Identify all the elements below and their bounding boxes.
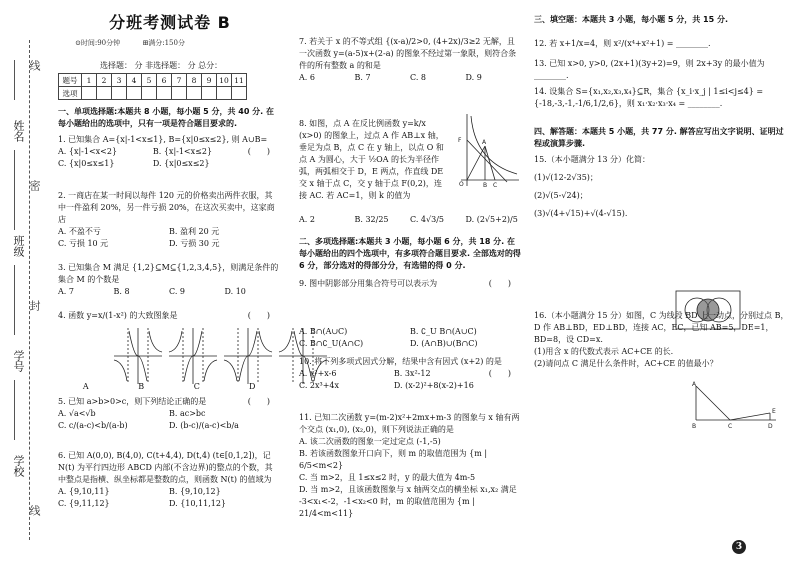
option: C. 当 m>2，且 1≤x≤2 时，y 的最大值为 4m-5	[299, 473, 476, 482]
svg-text:A: A	[692, 381, 697, 388]
option: D. 当 m>2，且该函数图象与 x 轴两交点的横坐标 x₁,x₂ 满足 -3<x₁<-2，-1<x₂<0 时，m 的取值范围为 {m | 21/4<m<11}	[299, 485, 517, 518]
section-1-heading: 一、单项选择题:本题共 8 小题，每小题 5 分，共 40 分. 在每小题给出的选项中，只有一项是符合题目要求的.	[58, 107, 274, 128]
svg-text:B: B	[483, 182, 488, 188]
option: D. (x-2)²+8(x-2)+16	[393, 381, 474, 390]
option: D. (2√5+2)/5	[465, 215, 518, 224]
question-11-stem: 11. 已知二次函数 y=(m-2)x²+2mx+m-3 的图象与 x 轴有两个交点 (x₁,0), (x₂,0)，则下列说法正确的是	[299, 413, 520, 434]
question-10-stem: 10. 将下列多项式因式分解，结果中含有因式 (x+2) 的是	[299, 357, 502, 366]
cut-dashed-line	[29, 40, 30, 540]
option: D. 亏损 30 元	[169, 239, 220, 248]
option: C. 4√3/5	[410, 215, 444, 224]
question-9-stem: 9. 图中阴影部分用集合符号可以表示为	[299, 279, 438, 288]
question-7	[299, 36, 521, 84]
option: A. 2	[299, 215, 315, 224]
option: B	[138, 382, 145, 391]
question-6	[58, 450, 280, 510]
question-5: 5. 已知 a>b>0>c，则下列结论正确的是 ( ) A. √a<√b B. ac>bc C. c/(a-c)<b/(a-b) D. (b-c)/(a-c)<b/a	[58, 396, 280, 432]
question-3	[58, 262, 280, 298]
page-title: 分班考测试卷 B	[109, 13, 231, 32]
answer-cell-input[interactable]	[187, 87, 202, 100]
q16-figure	[690, 380, 780, 430]
question-12: 12. 若 x+1/x=4，则 x²/(x⁴+x²+1) = ________.	[534, 39, 711, 48]
option: D. 9	[465, 73, 482, 82]
option: B. 盈利 20 元	[169, 227, 220, 236]
section-4-heading: 四、解答题：本题共 5 小题，共 77 分. 解答应写出文字说明、证明过程或演算步骤.	[534, 127, 784, 148]
option: A. x²+x-6	[299, 369, 337, 378]
time-info: ⊙时间:90分钟	[75, 39, 121, 47]
answer-cell-input[interactable]	[112, 87, 127, 100]
option: A. 7	[58, 287, 74, 296]
option: B. ac>bc	[169, 409, 206, 418]
option: B. 3x²-12	[393, 369, 431, 378]
answer-cell-input[interactable]	[97, 87, 112, 100]
seal-mark-feng: 封	[28, 300, 41, 311]
question-10: 10. 将下列多项式因式分解，结果中含有因式 (x+2) 的是 ( ) A. x²+x-6 B. 3x²-12 C. 2x³+4x D. (x-2)²+8(x-2)+16	[299, 357, 511, 390]
answer-cell-number: 11	[232, 74, 247, 87]
question-3-stem: 3. 已知集合 M 满足 {1,2}⊆M⊆{1,2,3,4,5}，则满足条件的集合 M 的个数是	[58, 263, 279, 284]
svg-text:F: F	[458, 137, 462, 144]
class-label: 班级	[12, 235, 25, 257]
option: C. {9,11,12}	[58, 499, 110, 508]
sub-item: (2)请问点 C 满足什么条件时，AC+CE 的值最小？	[534, 359, 718, 368]
svg-text:C: C	[728, 423, 733, 430]
option: A	[82, 382, 89, 391]
option: B. 8	[113, 287, 130, 296]
answer-cell-input[interactable]	[82, 87, 97, 100]
sub-item: (1)用含 x 的代数式表示 AC+CE 的长.	[534, 347, 674, 356]
svg-text:E: E	[772, 408, 776, 415]
answer-cell-number: 9	[202, 74, 217, 87]
answer-cell-input[interactable]	[172, 87, 187, 100]
answer-cell-input[interactable]	[127, 87, 142, 100]
option: B. 32/25	[354, 215, 389, 224]
question-4: 4. 函数 y=x/(1-x²) 的大致图象是 ( )	[58, 311, 270, 320]
answer-cell-input[interactable]	[142, 87, 157, 100]
option: C. 8	[410, 73, 427, 82]
answer-cell-number: 3	[112, 74, 127, 87]
option: B. ∁_U B∩(A∪C)	[410, 327, 477, 336]
svg-text:A: A	[482, 139, 487, 146]
page-number-badge: 3	[732, 540, 746, 554]
answer-cell-number: 8	[187, 74, 202, 87]
question-9-options	[299, 326, 521, 350]
question-2-stem: 2. 一商店在某一时间以每件 120 元的价格卖出两件衣服，其中一件盈利 20%，另一件亏损 20%，在这次买卖中，这家商店	[58, 191, 275, 224]
answer-cell-number: 10	[217, 74, 232, 87]
option: A. 6	[299, 73, 315, 82]
answer-table-option-row	[59, 87, 247, 100]
svg-text:O: O	[459, 181, 464, 188]
question-13: 13. 已知 x>0, y>0, (2x+1)(3y+2)=9，则 2x+3y 的最小值为 ________.	[534, 59, 765, 80]
option: C. B∩∁_U(A∩C)	[299, 339, 364, 348]
answer-table-head-row	[59, 74, 247, 87]
question-1: 1. 已知集合 A={x|-1<x≤1}, B={x|0≤x≤2}, 则 A∪B= ( ) A. {x|-1<x<2} B. {x|-1<x≤2} C. {x|0≤x≤1} D. {x|0≤x≤2}	[58, 135, 270, 168]
answer-cell-number: 4	[127, 74, 142, 87]
option: C. 2x³+4x	[299, 381, 340, 390]
option: D	[249, 382, 256, 391]
question-5-stem: 5. 已知 a>b>0>c，则下列结论正确的是	[58, 397, 207, 406]
question-16	[534, 310, 789, 370]
answer-cell-number: 1	[82, 74, 97, 87]
question-15-stem: 15.（本小题满分 13 分）化简：	[534, 155, 650, 164]
id-label: 学号	[12, 350, 25, 372]
seal-mark-seal: 密	[28, 180, 41, 191]
option: A. B∩(A∪C)	[299, 327, 348, 336]
graph-b	[169, 328, 217, 384]
option: C. 亏损 10 元	[58, 239, 109, 248]
section-3-heading: 三、填空题：本题共 3 小题，每小题 5 分，共 15 分.	[534, 15, 729, 24]
answer-table	[58, 73, 247, 100]
binding-margin	[0, 0, 50, 566]
question-14: 14. 设集合 S={x₁,x₂,x₃,x₄}⊆R，集合 {x_i·x_j | 1≤i<j≤4} = {-18,-3,-1,-1/6,1/2,6}，则 x₁·x₂·x₃·x₄ = ________.	[534, 87, 764, 108]
option: A. 不盈不亏	[58, 227, 101, 236]
option: D. (b-c)/(a-c)<b/a	[169, 421, 239, 430]
svg-text:C: C	[493, 182, 498, 188]
option: B. 若该函数图象开口向下，则 m 的取值范围为 {m | 6/5<m<2}	[299, 449, 488, 470]
svg-text:B: B	[692, 423, 697, 430]
question-6-stem: 6. 已知 A(0,0), B(4,0), C(t+4,4), D(t,4) (t∈[0,1,2])，记 N(t) 为平行四边形 ABCD 内部(不含边界)的整点的个数，其中整点是指横、纵坐标都是整数的点，则函数 N(t) 的值域为	[58, 451, 273, 484]
q8-figure	[455, 112, 521, 188]
option: C. c/(a-c)<b/(a-b)	[58, 421, 128, 430]
answer-cell-number: 5	[142, 74, 157, 87]
question-9: 9. 图中阴影部分用集合符号可以表示为 ( )	[299, 279, 511, 288]
class-line	[14, 265, 16, 335]
option: D. {10,11,12}	[169, 499, 227, 508]
seal-mark-line2: 线	[28, 505, 41, 516]
answer-cell-input[interactable]	[157, 87, 172, 100]
option: C. {x|0≤x≤1}	[58, 159, 115, 168]
option: C. 9	[169, 287, 186, 296]
option: A. {9,10,11}	[58, 487, 110, 496]
option: B. 7	[354, 73, 371, 82]
full-score-info: ⊞满分:150分	[142, 39, 185, 47]
question-2	[58, 190, 280, 250]
option: A. √a<√b	[58, 409, 96, 418]
answer-cell-number: 2	[97, 74, 112, 87]
question-7-stem: 7. 若关于 x 的不等式组 {(x-a)/2>0, (4+2x)/3≥2 无解，且一次函数 y=(a-5)x+(2-a) 的图象不经过第一象限，则符合条件的所有整数 a 的和是	[299, 37, 517, 70]
question-4-labels	[58, 381, 280, 393]
exam-info	[75, 38, 265, 48]
option: A. {x|-1<x<2}	[58, 147, 118, 156]
margin-rule	[14, 60, 16, 100]
question-15	[534, 154, 789, 220]
graph-a	[114, 328, 162, 384]
option: C	[193, 382, 200, 391]
question-11	[299, 412, 521, 520]
answer-cell-input[interactable]	[202, 87, 217, 100]
section-2-heading: 二、多项选择题:本题共 3 小题，每小题 6 分，共 18 分. 在每小题给出的四个选项中，有多项符合题目要求. 全部选对的得 6 分，部分选对的得部分分，有选错的得 0 分.	[299, 237, 521, 270]
question-8-stem: 8. 如图，点 A 在反比例函数 y=k/x (x>0) 的图象上，过点 A 作 AB⊥x 轴，垂足为点 B，点 C 在 y 轴上，以点 O 和点 A 为圆心，大于 ½OA 的长为半径作弧，两弧相交于 D，E 两点，作直线 DE 交 x 轴于点 C，交 y 轴于点 F(0,2)，连接 AC. 若 AC=1，则 k 的值为	[299, 119, 444, 200]
answer-cell-number: 6	[157, 74, 172, 87]
answer-cell-input[interactable]	[217, 87, 232, 100]
score-line: 选择题： 分 非选择题： 分 总分：	[100, 61, 223, 70]
name-line	[14, 150, 16, 230]
id-line	[14, 380, 16, 440]
answer-table-row-label: 选项	[59, 87, 82, 100]
option: D. (A∩B)∪(B∩C)	[410, 339, 478, 348]
option: D. {x|0≤x≤2}	[152, 159, 210, 168]
school-label: 学校	[12, 455, 25, 477]
seal-mark-line1: 线	[28, 60, 41, 71]
sub-item: (3)√(4+√15)+√(4-√15).	[534, 209, 628, 218]
option: B. {9,10,12}	[169, 487, 221, 496]
graph-c	[224, 328, 272, 384]
option: B. {x|-1<x≤2}	[152, 147, 213, 156]
option: A. 该二次函数的图象一定过定点 (-1,-5)	[299, 437, 441, 446]
answer-cell-input[interactable]	[232, 87, 247, 100]
question-8-options	[299, 214, 521, 226]
question-4-stem: 4. 函数 y=x/(1-x²) 的大致图象是	[58, 311, 178, 320]
name-label: 姓名	[12, 120, 25, 142]
question-1-stem: 1. 已知集合 A={x|-1<x≤1}, B={x|0≤x≤2}, 则 A∪B=	[58, 135, 268, 144]
answer-table-head-label: 题号	[59, 74, 82, 87]
svg-text:D: D	[768, 423, 773, 430]
question-8	[299, 118, 444, 202]
option: D. 10	[224, 287, 246, 296]
answer-cell-number: 7	[172, 74, 187, 87]
question-16-stem: 16.（本小题满分 15 分）如图，C 为线段 BD 上一动点，分别过点 B，D 作 AB⊥BD，ED⊥BD，连接 AC，EC，已知 AB=5，DE=1，BD=8，设 CD=x.	[534, 311, 789, 344]
sub-item: (1)√(12-2√35)；	[534, 173, 598, 182]
sub-item: (2)√(5-√24)；	[534, 191, 588, 200]
